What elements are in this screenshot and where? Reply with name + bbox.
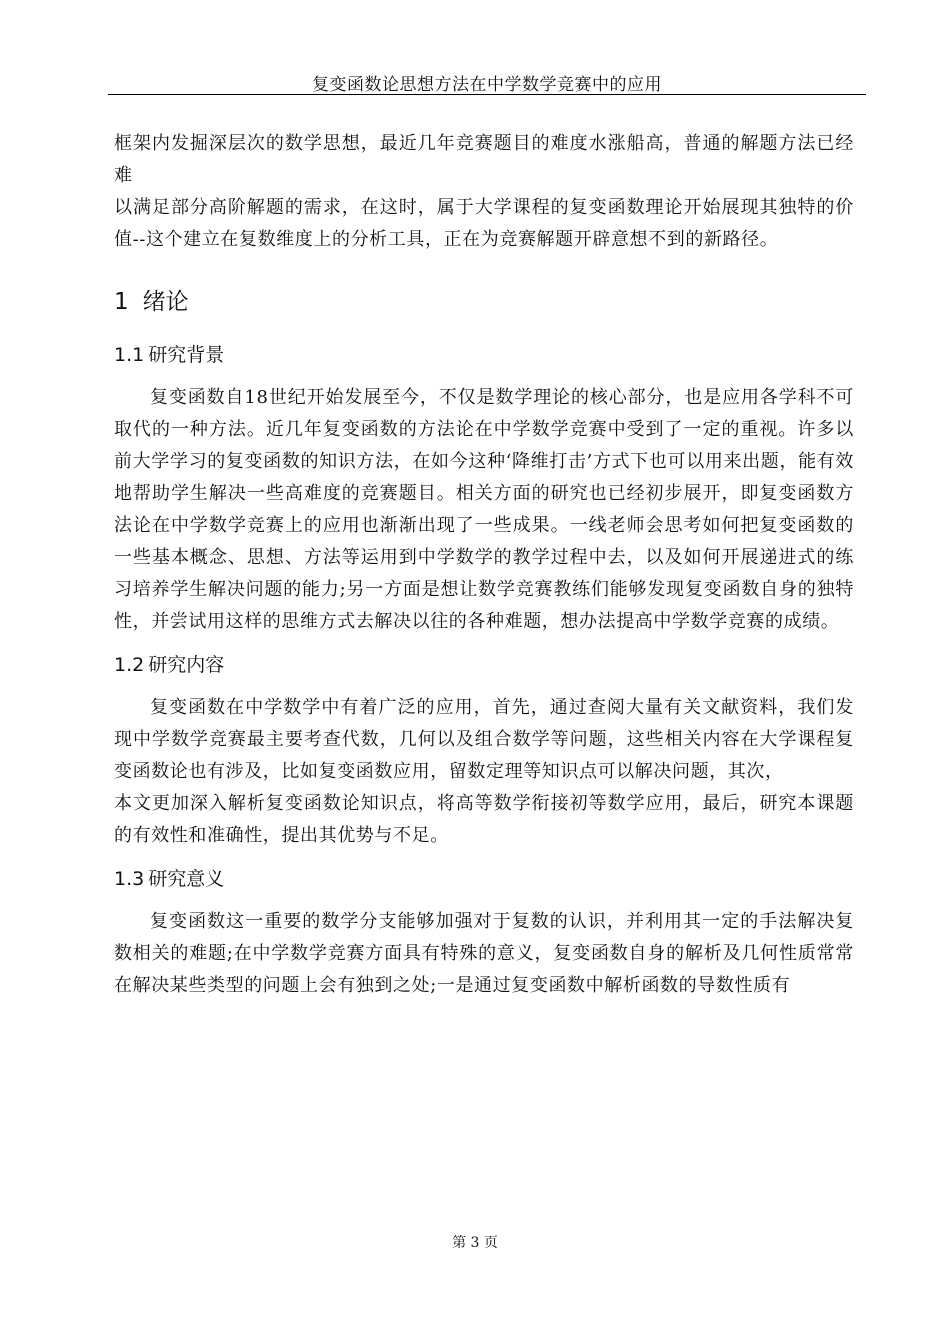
subsection-number: 1.3	[114, 868, 145, 890]
subsection-title: 研究意义	[148, 868, 225, 890]
subsection-title: 研究背景	[148, 344, 225, 366]
subsection-heading-1-2	[114, 650, 854, 680]
paragraph-research-content-part2: 本文更加深入解析复变函数论知识点，将高等数学衔接初等数学应用，最后，研究本课题的有效性和准确性，提出其优势与不足。	[114, 793, 854, 846]
subsection-heading-1-1	[114, 340, 854, 370]
subsection-number: 1.2	[114, 654, 145, 676]
page-header	[108, 68, 866, 95]
document-body	[114, 128, 854, 1002]
section-title: 绪论	[142, 289, 189, 315]
page-number: 第 3 页	[452, 1235, 498, 1251]
subsection-number: 1.1	[114, 344, 145, 366]
section-heading-1	[114, 286, 854, 318]
subsection-title: 研究内容	[148, 654, 225, 676]
paragraph-research-background: 复变函数自18世纪开始发展至今，不仅是数学理论的核心部分，也是应用各学科不可取代的一种方法。近几年复变函数的方法论在中学数学竞赛中受到了一定的重视。许多以前大学学习的复变函数的知识方法，在如今这种‘降维打击’方式下也可以用来出题，能有效地帮助学生解决一些高难度的竞赛题目。相关方面的研究也已经初步展开，即复变函数方法论在中学数学竞赛上的应用也渐渐出现了一些成果。一线老师会思考如何把复变函数的一些基本概念、思想、方法等运用到中学数学的教学过程中去，以及如何开展递进式的练习培养学生解决问题的能力;另一方面是想让数学竞赛教练们能够发现复变函数自身的独特性，并尝试用这样的思维方式去解决以往的各种难题，想办法提高中学数学竞赛的成绩。	[114, 387, 854, 632]
paragraph-research-content-part1: 复变函数在中学数学中有着广泛的应用，首先，通过查阅大量有关文献资料，我们发现中学数学竞赛最主要考查代数，几何以及组合数学等问题，这些相关内容在大学课程复变函数论也有涉及，比如复变函数应用，留数定理等知识点可以解决问题，其次，	[114, 697, 854, 782]
intro-line-1: 框架内发掘深层次的数学思想，最近几年竞赛题目的难度水涨船高，普通的解题方法已经难	[114, 133, 854, 186]
subsection-heading-1-3	[114, 864, 854, 894]
running-title: 复变函数论思想方法在中学数学竞赛中的应用	[312, 75, 662, 95]
paragraph-research-significance: 复变函数这一重要的数学分支能够加强对于复数的认识，并利用其一定的手法解决复数相关的难题;在中学数学竞赛方面具有特殊的意义，复变函数自身的解析及几何性质常常在解决某些类型的问题上会有独到之处;一是通过复变函数中解析函数的导数性质有	[114, 911, 854, 996]
section-number: 1	[114, 289, 129, 315]
intro-line-2: 以满足部分高阶解题的需求，在这时，属于大学课程的复变函数理论开始展现其独特的价值--这个建立在复数维度上的分析工具，正在为竞赛解题开辟意想不到的新路径。	[114, 197, 854, 250]
